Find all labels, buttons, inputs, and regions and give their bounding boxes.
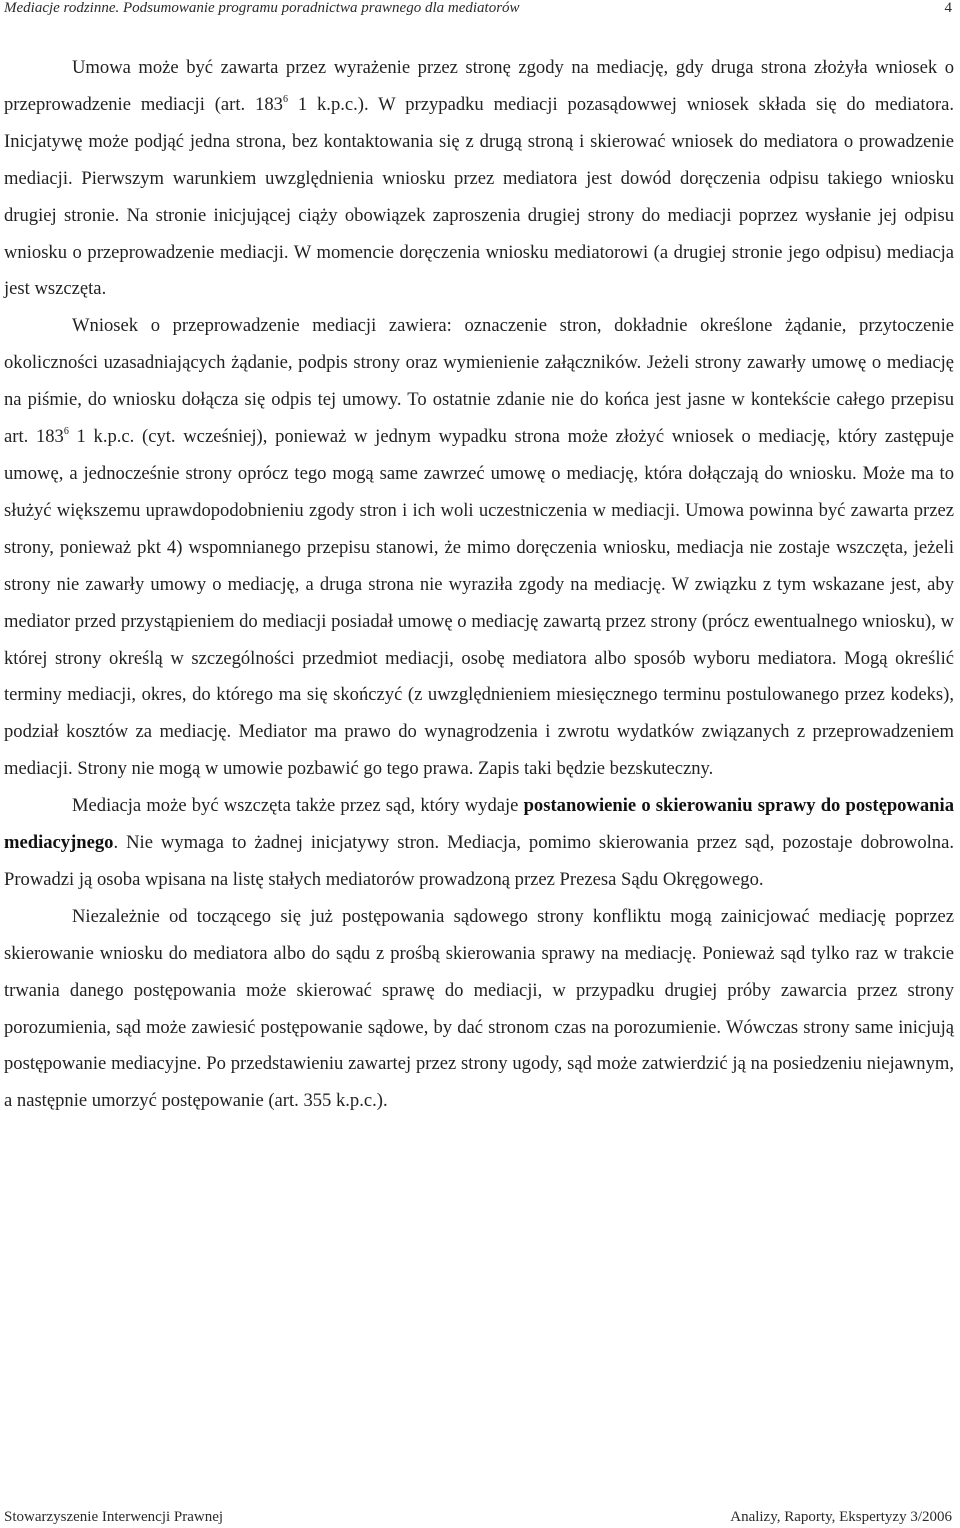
running-title: Mediacje rodzinne. Podsumowanie programu poradnictwa prawnego dla mediatorów — [4, 0, 520, 16]
page-header — [4, 0, 952, 22]
footer-organization: Stowarzyszenie Interwencji Prawnej — [4, 1509, 224, 1525]
paragraph-3 — [4, 788, 954, 899]
paragraph-4 — [4, 899, 954, 1120]
paragraph-3-text-a: Mediacja może być wszczęta także przez sąd, który wydaje — [72, 795, 524, 817]
superscript-6: 6 — [282, 93, 288, 105]
page-footer — [4, 1504, 952, 1526]
paragraph-3-text-b: . Nie wymaga to żadnej inicjatywy stron. Mediacja, pomimo skierowania przez sąd, pozostaje dobrowolna. Prowadzi ją osoba wpisana na listę stałych mediatorów prowadzoną przez Prezesa Sądu Okręgowego. — [4, 832, 954, 890]
paragraph-1 — [4, 50, 954, 308]
paragraph-3-bold: postanowienie o skierowaniu sprawy do postępowania mediacyjnego — [4, 795, 954, 854]
paragraph-1-text-b: 1 k.p.c.). W przypadku mediacji pozasądowwej wniosek składa się do mediatora. Inicjatywę może podjąć jedna strona, bez kontaktowania się z drugą stroną i skierować wniosek do mediatora o prowadzenie mediacji. Pierwszym warunkiem uwzględnienia wniosku przez mediatora jest dowód doręczenia odpisu takiego wniosku drugiej stronie. — [4, 93, 954, 226]
body-text — [4, 50, 954, 1120]
paragraph-2 — [4, 308, 954, 788]
paragraph-2-text-b: 1 k.p.c. (cyt. wcześniej), ponieważ w jednym wypadku strona może złożyć wniosek o mediację, który zastępuje umowę, a jednocześnie strony oprócz tego mogą same zawrzeć umowę o mediację, która dołączają do wniosku. Może ma to służyć większemu uprawdopodobnieniu zgody stron i ich woli uczestniczenia w mediacji. Umowa powinna być zawarta przez strony, ponieważ pkt 4) wspomnianego przepisu stanowi, że mimo doręczenia wniosku, mediacja nie zostaje wszczęta, jeżeli strony nie zawarły umowy o mediację, a druga strona nie wyraziła zgody na mediację. W związku z tym wskazane jest, aby mediator przed przystąpieniem do mediacji posiadał umowę o mediację zawartą przez strony (prócz ewentualnego wniosku), w której strony określą w szczególności przedmiot mediacji, osobę mediatora albo sposób wyboru mediatora. Mogą określić terminy mediacji, okres, do którego ma się skończyć (z uwzględnieniem miesięcznego terminu postulowanego przez kodeks), podział kosztów za mediację. Mediator ma prawo do wynagrodzenia i zwrotu wydatków związanych z przeprowadzeniem mediacji. Strony nie mogą w umowie pozbawić go tego prawa. Zapis taki będzie bezskuteczny. — [4, 426, 954, 780]
paragraph-2-text-a: Wniosek o przeprowadzenie mediacji zawiera: oznaczenie stron, dokładnie określone żądanie, przytoczenie okoliczności uzasadniających żądanie, podpis strony oraz wymienienie załączników. Jeżeli strony zawarły umowę o mediację na piśmie, do wniosku dołącza się odpis tej umowy. To ostatnie zdanie nie do końca jest jasne w kontekście całego przepisu art. 183 — [4, 315, 954, 448]
paragraph-1-text-c: Na stronie inicjującej ciąży obowiązek zaproszenia drugiej strony do mediacji poprzez wysłanie jej odpisu wniosku o przeprowadzenie mediacji. W momencie doręczenia wniosku mediatorowi (a drugiej stronie jego odpisu) mediacja jest wszczęta. — [4, 204, 954, 300]
paragraph-4-text: Niezależnie od toczącego się już postępowania sądowego strony konfliktu mogą zainicjować mediację poprzez skierowanie wniosku do mediatora albo do sądu z prośbą skierowania sprawy na mediację. Ponieważ sąd tylko raz w trakcie trwania danego postępowania może skierować sprawę do mediacji, w przypadku drugiej próby zawarcia przez strony porozumienia, sąd może zawiesić postępowanie sądowe, by dać stronom czas na porozumienie. Wówczas strony same inicjują postępowanie mediacyjne. Po przedstawieniu zawartej przez strony ugody, sąd może zatwierdzić ją na posiedzeniu niejawnym, a następnie umorzyć postępowanie (art. 355 k.p.c.). — [4, 905, 954, 1112]
footer-series: Analizy, Raporty, Ekspertyzy 3/2006 — [730, 1509, 952, 1525]
paragraph-1-text-a: Umowa może być zawarta przez wyrażenie przez stronę zgody na mediację, gdy druga strona złożyła wniosek o przeprowadzenie mediacji (art. 183 — [4, 57, 954, 115]
superscript-6: 6 — [63, 426, 69, 438]
page-number: 4 — [944, 0, 952, 16]
paragraph-1-space — [288, 94, 298, 115]
